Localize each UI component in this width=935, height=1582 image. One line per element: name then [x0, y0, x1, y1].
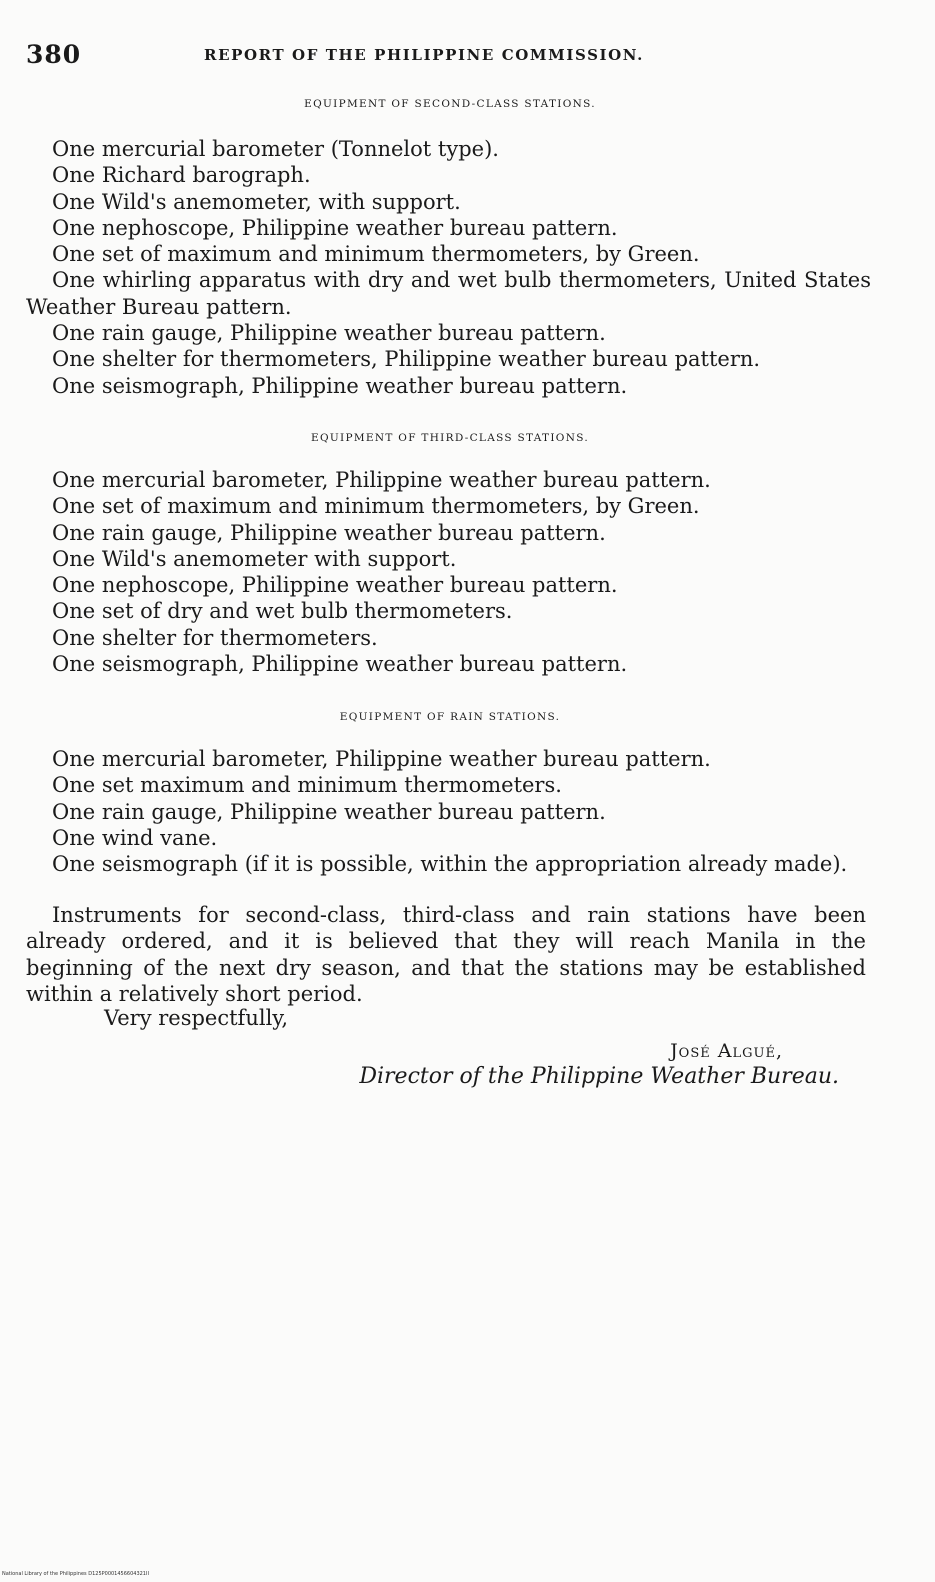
rain-station-equipment-list [26, 746, 871, 877]
list-item: One rain gauge, Philippine weather bureau pattern. [52, 520, 606, 545]
closing-paragraph: Instruments for second-class, third-class and rain stations have been already ordered, and it is believed that they will reach Manila in the beginning of the next dry season, and that the stations may be established within a relatively short period. [26, 903, 866, 1006]
list-item: One seismograph (if it is possible, within the appropriation already made). [52, 852, 848, 877]
running-head [26, 40, 886, 74]
section-heading-second-class: EQUIPMENT OF SECOND-CLASS STATIONS. [304, 98, 596, 110]
second-class-equipment-list [26, 136, 871, 399]
section-heading-rain-stations: EQUIPMENT OF RAIN STATIONS. [339, 711, 561, 723]
list-item: One mercurial barometer, Philippine weather bureau pattern. [52, 747, 711, 771]
page-number: 380 [26, 40, 82, 69]
list-item: One set of maximum and minimum thermometers, by Green. [52, 242, 700, 267]
running-title: REPORT OF THE PHILIPPINE COMMISSION. [204, 46, 644, 64]
list-item: One mercurial barometer (Tonnelot type). [52, 137, 499, 161]
list-item: One whirling apparatus with dry and wet bulb thermometers, United States Weather Bureau pattern. [26, 268, 871, 319]
list-item: One shelter for thermometers. [52, 625, 378, 650]
list-item: One rain gauge, Philippine weather bureau pattern. [52, 799, 606, 824]
footer-attribution: National Library of the Philippines D125P0001456604321II [2, 1571, 149, 1577]
list-item: One seismograph, Philippine weather bureau pattern. [52, 373, 628, 398]
signature-name: José Algué, [670, 1040, 783, 1062]
list-item: One mercurial barometer, Philippine weather bureau pattern. [52, 468, 711, 492]
list-item: One set maximum and minimum thermometers. [52, 773, 562, 798]
list-item: One seismograph, Philippine weather bureau pattern. [52, 652, 628, 677]
closing-salutation: Very respectfully, [104, 1006, 289, 1030]
list-item: One nephoscope, Philippine weather bureau pattern. [52, 215, 618, 240]
list-item: One rain gauge, Philippine weather bureau pattern. [52, 321, 606, 346]
third-class-equipment-list [26, 467, 871, 677]
list-item: One set of dry and wet bulb thermometers. [52, 599, 513, 624]
list-item: One Wild's anemometer, with support. [52, 189, 461, 214]
list-item: One Wild's anemometer with support. [52, 546, 457, 571]
list-item: One Richard barograph. [52, 163, 311, 188]
signature-title: Director of the Philippine Weather Bureau. [359, 1064, 839, 1089]
list-item: One wind vane. [52, 825, 218, 850]
section-heading-third-class: EQUIPMENT OF THIRD-CLASS STATIONS. [311, 432, 589, 444]
list-item: One set of maximum and minimum thermometers, by Green. [52, 494, 700, 519]
list-item: One shelter for thermometers, Philippine weather bureau pattern. [52, 347, 761, 372]
list-item: One nephoscope, Philippine weather bureau pattern. [52, 573, 618, 598]
